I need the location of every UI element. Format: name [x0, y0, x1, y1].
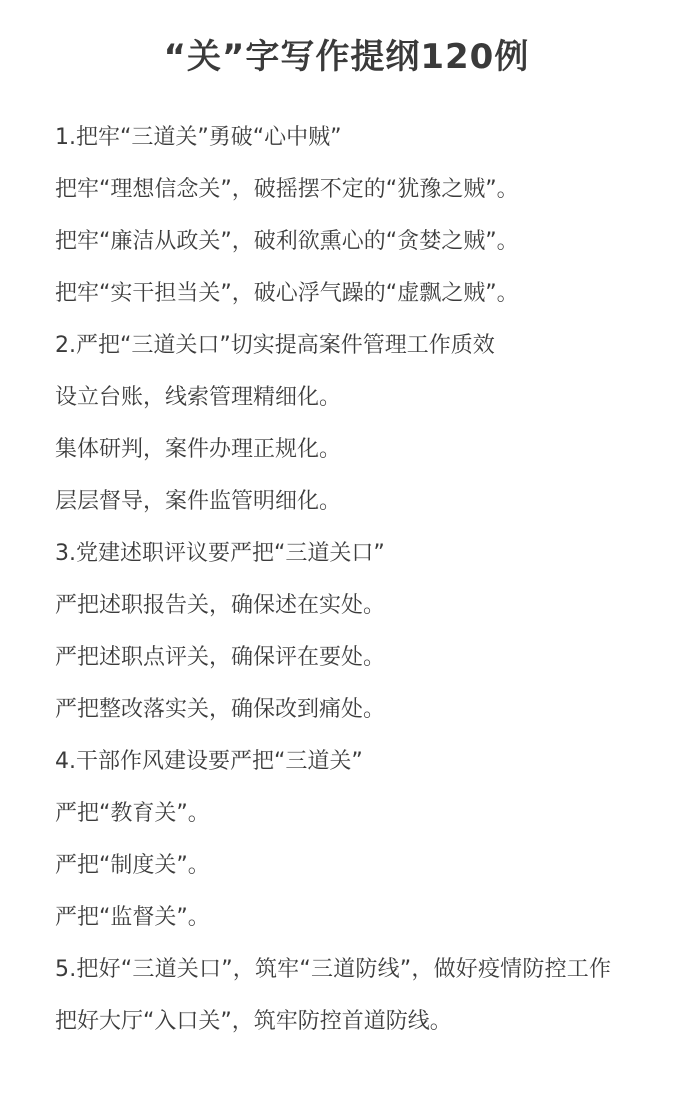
list-item: 把牢“理想信念关”，破摇摆不定的“犹豫之贼”。	[55, 177, 519, 202]
document-title: “关”字写作提纲120例	[163, 37, 530, 77]
list-item: 严把“制度关”。	[55, 853, 210, 878]
section-heading: 5.把好“三道关口”，筑牢“三道防线”，做好疫情防控工作	[55, 957, 612, 982]
list-item: 层层督导，案件监管明细化。	[55, 489, 342, 514]
list-item: 严把述职点评关，确保评在要处。	[55, 645, 386, 670]
list-item: 设立台账，线索管理精细化。	[55, 385, 342, 410]
list-item: 严把“教育关”。	[55, 801, 210, 826]
list-item: 严把“监督关”。	[55, 905, 210, 930]
list-item: 把牢“实干担当关”，破心浮气躁的“虚飘之贼”。	[55, 281, 519, 306]
section-heading: 2.严把“三道关口”切实提高案件管理工作质效	[55, 333, 495, 358]
list-item: 集体研判，案件办理正规化。	[55, 437, 342, 462]
section-heading: 4.干部作风建设要严把“三道关”	[55, 749, 363, 774]
list-item: 严把述职报告关，确保述在实处。	[55, 593, 386, 618]
list-item: 把牢“廉洁从政关”，破利欲熏心的“贪婪之贼”。	[55, 229, 519, 254]
document-body	[0, 112, 693, 1048]
list-item: 把好大厅“入口关”，筑牢防控首道防线。	[55, 1009, 452, 1034]
list-item: 严把整改落实关，确保改到痛处。	[55, 697, 386, 722]
section-heading: 3.党建述职评议要严把“三道关口”	[55, 541, 385, 566]
section-heading: 1.把牢“三道关”勇破“心中贼”	[55, 125, 342, 150]
